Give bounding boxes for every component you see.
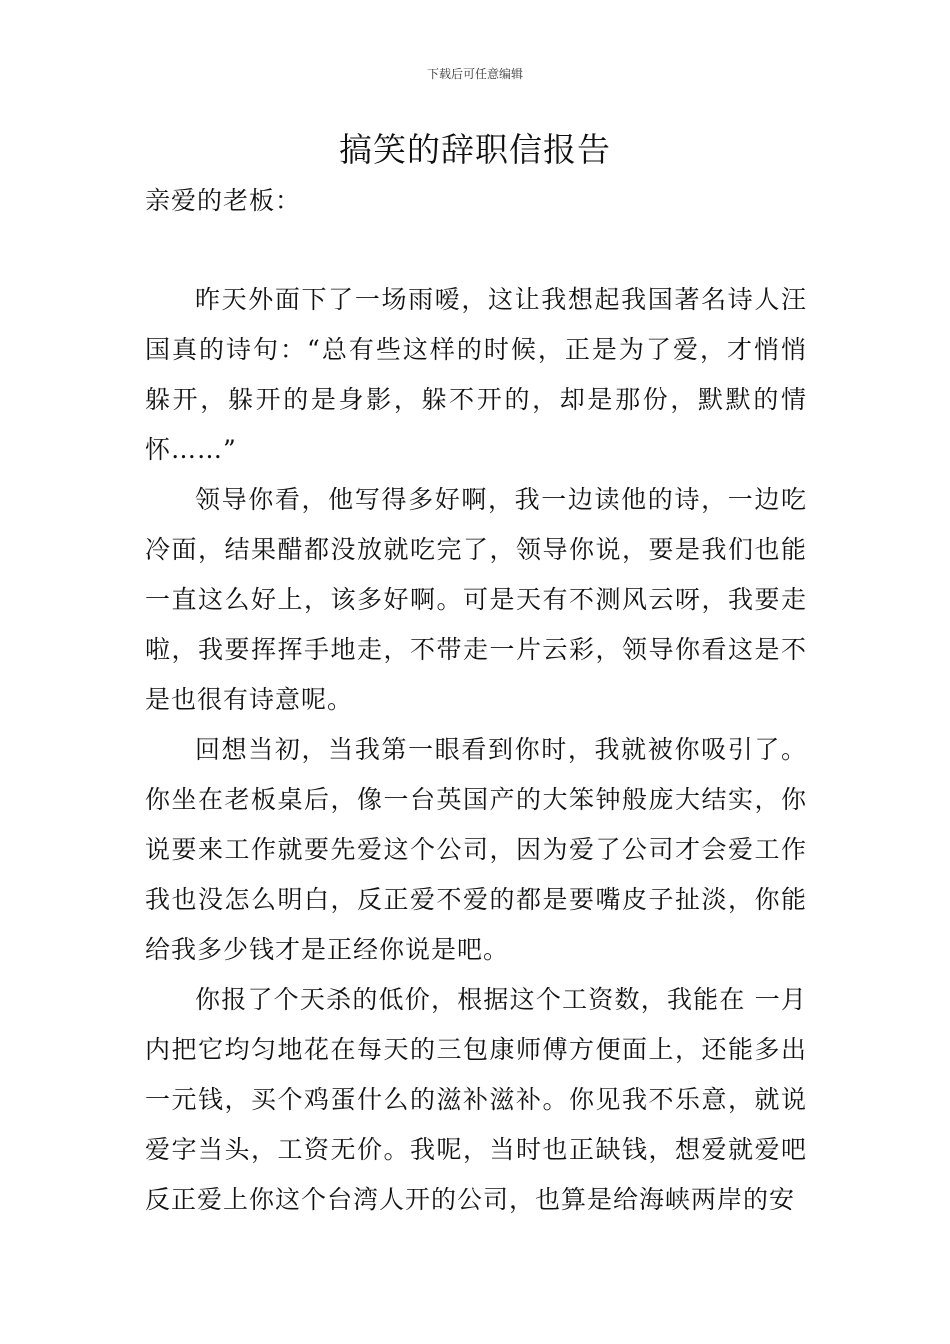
- paragraph-3: 回想当初，当我第一眼看到你时，我就被你吸引了。你坐在老板桌后，像一台英国产的大笨钟般庞大结实，你说要来工作就要先爱这个公司，因为爱了公司才会爱工作我也没怎么明白，反正爱不爱的都是要嘴皮子扯淡，你能给我多少钱才是正经你说是吧。: [145, 735, 807, 964]
- paragraph-4: 你报了个天杀的低价，根据这个工资数，我能在 一月内把它均匀地花在每天的三包康师傅方便面上，还能多出一元钱，买个鸡蛋什么的滋补滋补。你见我不乐意，就说爱字当头，工资无价。我呢，当时也正缺钱，想爱就爱吧反正爱上你这个台湾人开的公司，也算是给海峡两岸的安: [145, 985, 807, 1214]
- letter-body: [145, 275, 807, 1225]
- paragraph-1: 昨天外面下了一场雨嗳，这让我想起我国著名诗人汪国真的诗句：“总有些这样的时候，正是为了爱，才悄悄躲开，躲开的是身影，躲不开的，却是那份，默默的情怀……”: [145, 285, 807, 464]
- paragraph-2: 领导你看，他写得多好啊，我一边读他的诗，一边吃冷面，结果醋都没放就吃完了，领导你说，要是我们也能一直这么好上，该多好啊。可是天有不测风云呀，我要走啦，我要挥挥手地走，不带走一片云彩，领导你看这是不是也很有诗意呢。: [145, 485, 807, 714]
- salutation: 亲爱的老板：: [145, 186, 302, 215]
- document-title: 搞笑的辞职信报告: [339, 130, 611, 169]
- header-note: 下载后可任意编辑: [426, 67, 523, 81]
